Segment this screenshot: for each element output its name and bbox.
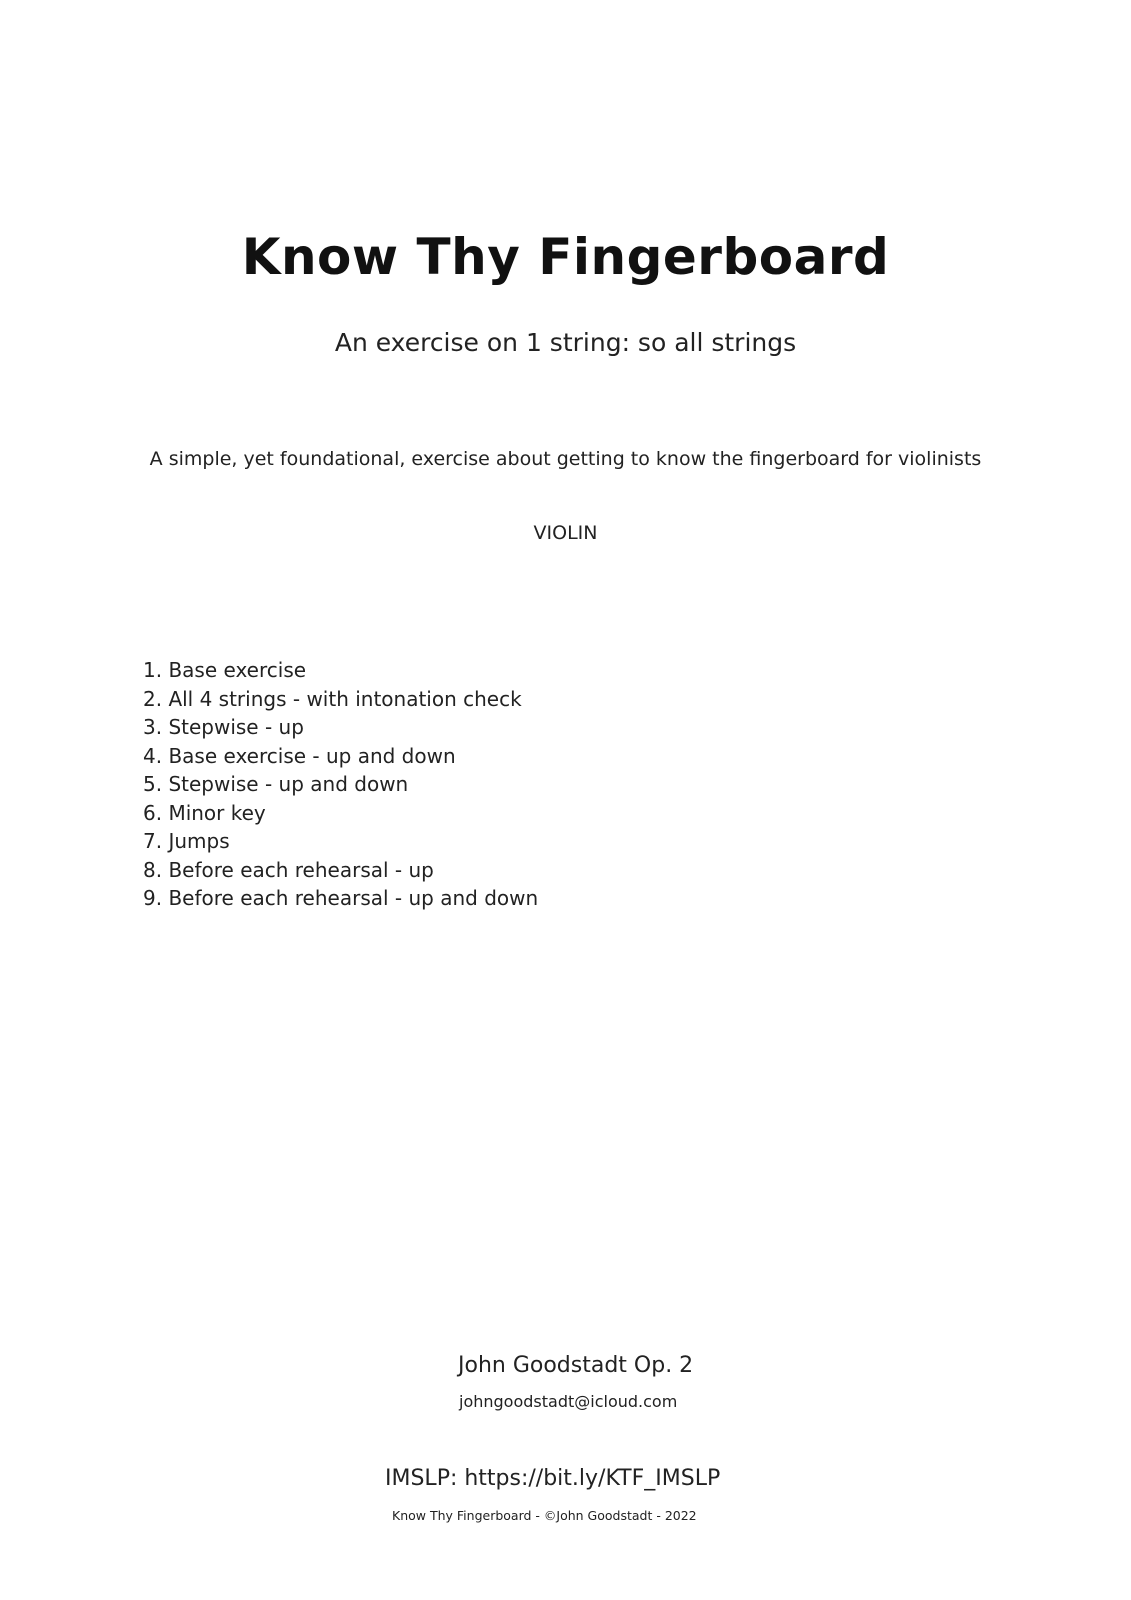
composer-email: johngoodstadt@icloud.com (459, 1392, 678, 1411)
document-subtitle: An exercise on 1 string: so all strings (334, 328, 797, 357)
list-item: 6. Minor key (143, 800, 266, 825)
exercise-list (143, 656, 538, 913)
list-item: 4. Base exercise - up and down (143, 743, 456, 768)
copyright-footer: Know Thy Fingerboard - ©John Goodstadt - 2022 (392, 1508, 697, 1523)
document-description: A simple, yet foundational, exercise about getting to know the fingerboard for violinists (149, 448, 982, 470)
list-item: 5. Stepwise - up and down (143, 772, 409, 796)
instrument-label: VIOLIN (533, 522, 598, 544)
list-item: 3. Stepwise - up (143, 715, 304, 739)
list-item: 7. Jumps (143, 829, 230, 853)
composer-credit: John Goodstadt Op. 2 (458, 1353, 694, 1378)
imslp-link: IMSLP: https://bit.ly/KTF_IMSLP (385, 1466, 721, 1491)
list-item: 9. Before each rehearsal - up and down (143, 886, 539, 910)
list-item: 8. Before each rehearsal - up (143, 857, 434, 882)
list-item: 1. Base exercise (143, 658, 307, 682)
document-title: Know Thy Fingerboard (241, 228, 890, 286)
list-item: 2. All 4 strings - with intonation check (143, 686, 522, 711)
